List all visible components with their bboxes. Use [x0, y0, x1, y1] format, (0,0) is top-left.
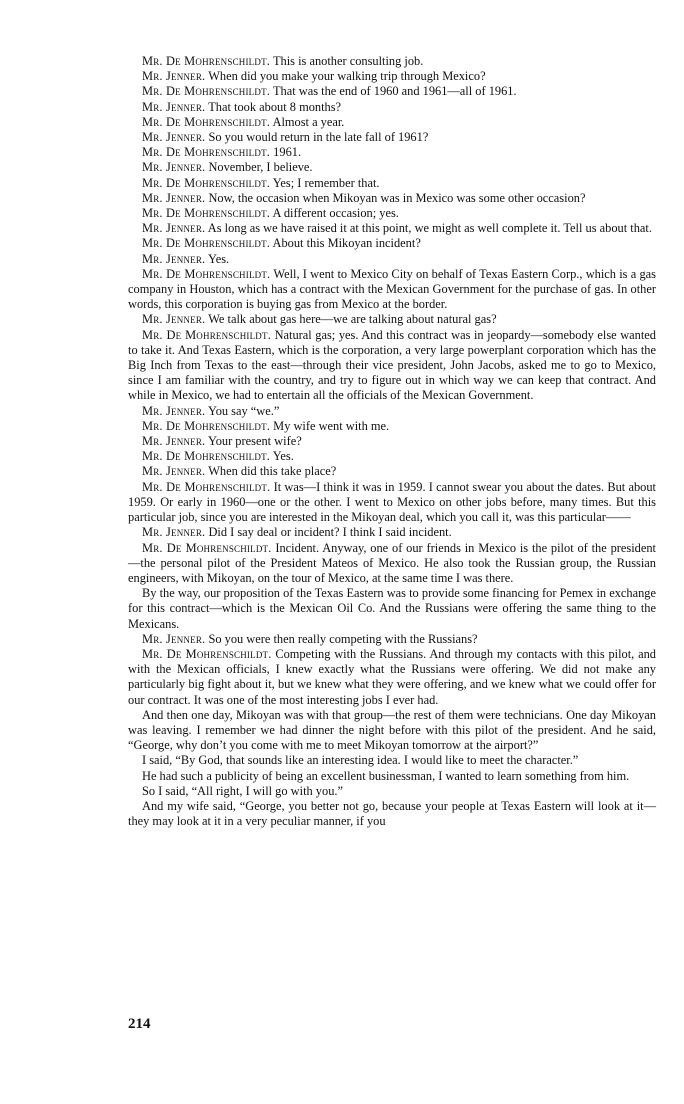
- transcript-paragraph: [128, 434, 656, 449]
- speaker-label: Mr. Jenner.: [142, 312, 206, 327]
- transcript-body: [128, 54, 656, 829]
- speaker-label: Mr. De Mohrenschildt.: [142, 54, 271, 68]
- paragraph-text: Almost a year.: [270, 114, 345, 129]
- paragraph-text: Did I say deal or incident? I think I said incident.: [205, 525, 452, 540]
- page-number: 214: [128, 1016, 151, 1032]
- paragraph-text: This is another consulting job.: [270, 54, 424, 68]
- paragraph-text: Yes.: [270, 449, 294, 464]
- speaker-label: Mr. Jenner.: [142, 99, 206, 114]
- transcript-paragraph: [128, 799, 656, 829]
- speaker-label: Mr. Jenner.: [142, 525, 206, 540]
- speaker-label: Mr. Jenner.: [142, 251, 206, 266]
- speaker-label: Mr. Jenner.: [142, 69, 206, 84]
- transcript-paragraph: [128, 312, 656, 327]
- paragraph-text: Your present wife?: [205, 434, 302, 449]
- paragraph-text: Now, the occasion when Mikoyan was in Mexico was some other occasion?: [205, 190, 586, 205]
- transcript-paragraph: [128, 145, 656, 160]
- transcript-paragraph: [128, 328, 656, 404]
- transcript-paragraph: [128, 708, 656, 754]
- paragraph-text: I said, “By God, that sounds like an interesting idea. I would like to meet the character.”: [142, 753, 579, 768]
- transcript-paragraph: [128, 252, 656, 267]
- transcript-paragraph: [128, 130, 656, 145]
- transcript-paragraph: [128, 647, 656, 708]
- transcript-paragraph: [128, 480, 656, 526]
- paragraph-text: Yes.: [205, 251, 230, 266]
- speaker-label: Mr. De Mohrenschildt.: [142, 206, 271, 221]
- speaker-label: Mr. De Mohrenschildt.: [142, 646, 272, 661]
- paragraph-text: As long as we have raised it at this point, we might as well complete it. Tell us about that.: [205, 221, 652, 236]
- transcript-paragraph: [128, 191, 656, 206]
- paragraph-text: You say “we.”: [205, 403, 280, 418]
- transcript-paragraph: [128, 525, 656, 540]
- transcript-paragraph: [128, 449, 656, 464]
- speaker-label: Mr. Jenner.: [142, 403, 206, 418]
- transcript-paragraph: [128, 221, 656, 236]
- paragraph-text: That was the end of 1960 and 1961—all of 1961.: [270, 84, 517, 99]
- speaker-label: Mr. De Mohrenschildt.: [142, 449, 271, 464]
- transcript-paragraph: [128, 84, 656, 99]
- paragraph-text: 1961.: [270, 145, 302, 160]
- speaker-label: Mr. De Mohrenschildt.: [142, 540, 272, 555]
- speaker-label: Mr. De Mohrenschildt.: [142, 175, 271, 190]
- transcript-paragraph: [128, 115, 656, 130]
- paragraph-text: That took about 8 months?: [205, 99, 342, 114]
- transcript-paragraph: [128, 160, 656, 175]
- paragraph-text: When did this take place?: [205, 464, 337, 479]
- speaker-label: Mr. Jenner.: [142, 130, 206, 145]
- paragraph-text: November, I believe.: [205, 160, 313, 175]
- speaker-label: Mr. De Mohrenschildt.: [142, 266, 271, 281]
- transcript-paragraph: [128, 586, 656, 632]
- speaker-label: Mr. De Mohrenschildt.: [142, 236, 271, 251]
- paragraph-text: So I said, “All right, I will go with you.”: [142, 783, 343, 798]
- transcript-paragraph: [128, 769, 656, 784]
- transcript-paragraph: [128, 267, 656, 313]
- transcript-paragraph: [128, 176, 656, 191]
- paragraph-text: He had such a publicity of being an excellent businessman, I wanted to learn something from him.: [142, 768, 630, 783]
- paragraph-text: By the way, our proposition of the Texas Eastern was to provide some financing for Pemex in exchange for this contract—which is the Mexican Oil Co. And the Russians were offering the same thing to the Mexicans.: [128, 586, 656, 631]
- transcript-paragraph: [128, 404, 656, 419]
- speaker-label: Mr. De Mohrenschildt.: [142, 84, 271, 99]
- paragraph-text: And then one day, Mikoyan was with that group—the rest of them were technicians. One day Mikoyan was leaving. I remember we had dinner the night before with this pilot of the president. And he said, “George, why don’t you come with me to meet Mikoyan tomorrow at the airport?”: [128, 707, 656, 753]
- transcript-paragraph: [128, 236, 656, 251]
- paragraph-text: When did you make your walking trip through Mexico?: [205, 69, 486, 84]
- speaker-label: Mr. Jenner.: [142, 160, 206, 175]
- speaker-label: Mr. Jenner.: [142, 190, 206, 205]
- transcript-paragraph: [128, 753, 656, 768]
- speaker-label: Mr. Jenner.: [142, 221, 206, 236]
- transcript-paragraph: [128, 632, 656, 647]
- speaker-label: Mr. Jenner.: [142, 434, 206, 449]
- paragraph-text: And my wife said, “George, you better not go, because your people at Texas Eastern will look at it—they may look at it in a very peculiar manner, if you: [128, 798, 656, 829]
- speaker-label: Mr. De Mohrenschildt.: [142, 418, 271, 433]
- transcript-paragraph: [128, 54, 656, 69]
- speaker-label: Mr. De Mohrenschildt.: [142, 114, 271, 129]
- speaker-label: Mr. Jenner.: [142, 631, 206, 646]
- paragraph-text: So you were then really competing with the Russians?: [205, 631, 478, 646]
- transcript-paragraph: [128, 100, 656, 115]
- speaker-label: Mr. De Mohrenschildt.: [142, 479, 271, 494]
- paragraph-text: Incident. Anyway, one of our friends in Mexico is the pilot of the president—the personal pilot of the President Mateos of Mexico. He also took the Russian group, the Russian engineers, with Mikoyan, on the tour of Mexico, at the same time I was there.: [128, 540, 656, 585]
- paragraph-text: A different occasion; yes.: [270, 206, 399, 221]
- paragraph-text: It was—I think it was in 1959. I cannot swear you about the dates. But about 1959. Or early in 1960—one or the other. I went to Mexico on other jobs before, many times. But this particular job, since you are interested in the Mikoyan deal, which you call it, was this particular——: [128, 479, 656, 525]
- paragraph-text: Natural gas; yes. And this contract was in jeopardy—somebody else wanted to take it. And Texas Eastern, which is the corporation, a very large powerplant corporation which has the Big Inch from Texas to the east—through their vice president, John Jacobs, asked me to go to Mexico, since I am familiar with the country, and try to figure out in which way we can keep that contract. And while in Mexico, we had to entertain all the officials of the Mexican Government.: [128, 327, 657, 403]
- paragraph-text: About this Mikoyan incident?: [270, 236, 421, 251]
- speaker-label: Mr. De Mohrenschildt.: [142, 145, 271, 160]
- transcript-paragraph: [128, 464, 656, 479]
- paragraph-text: Well, I went to Mexico City on behalf of Texas Eastern Corp., which is a gas company in Houston, which has a contract with the Mexican Government for the purchase of gas. In other words, this corporation is buying gas from Mexico at the border.: [128, 266, 656, 312]
- transcript-paragraph: [128, 784, 656, 799]
- speaker-label: Mr. De Mohrenschildt.: [142, 327, 272, 342]
- transcript-paragraph: [128, 419, 656, 434]
- paragraph-text: Competing with the Russians. And through my contacts with this pilot, and with the Mexican officials, I knew exactly what the Russians were offering. We did not make any particularly big fight about it, but we knew what they were offering, and we knew what we could offer for our contract. It was one of the most interesting jobs I ever had.: [128, 646, 656, 707]
- transcript-paragraph: [128, 69, 656, 84]
- paragraph-text: My wife went with me.: [270, 418, 390, 433]
- paragraph-text: So you would return in the late fall of 1961?: [205, 130, 429, 145]
- speaker-label: Mr. Jenner.: [142, 464, 206, 479]
- transcript-paragraph: [128, 541, 656, 587]
- paragraph-text: We talk about gas here—we are talking about natural gas?: [205, 312, 497, 327]
- transcript-paragraph: [128, 206, 656, 221]
- paragraph-text: Yes; I remember that.: [270, 175, 380, 190]
